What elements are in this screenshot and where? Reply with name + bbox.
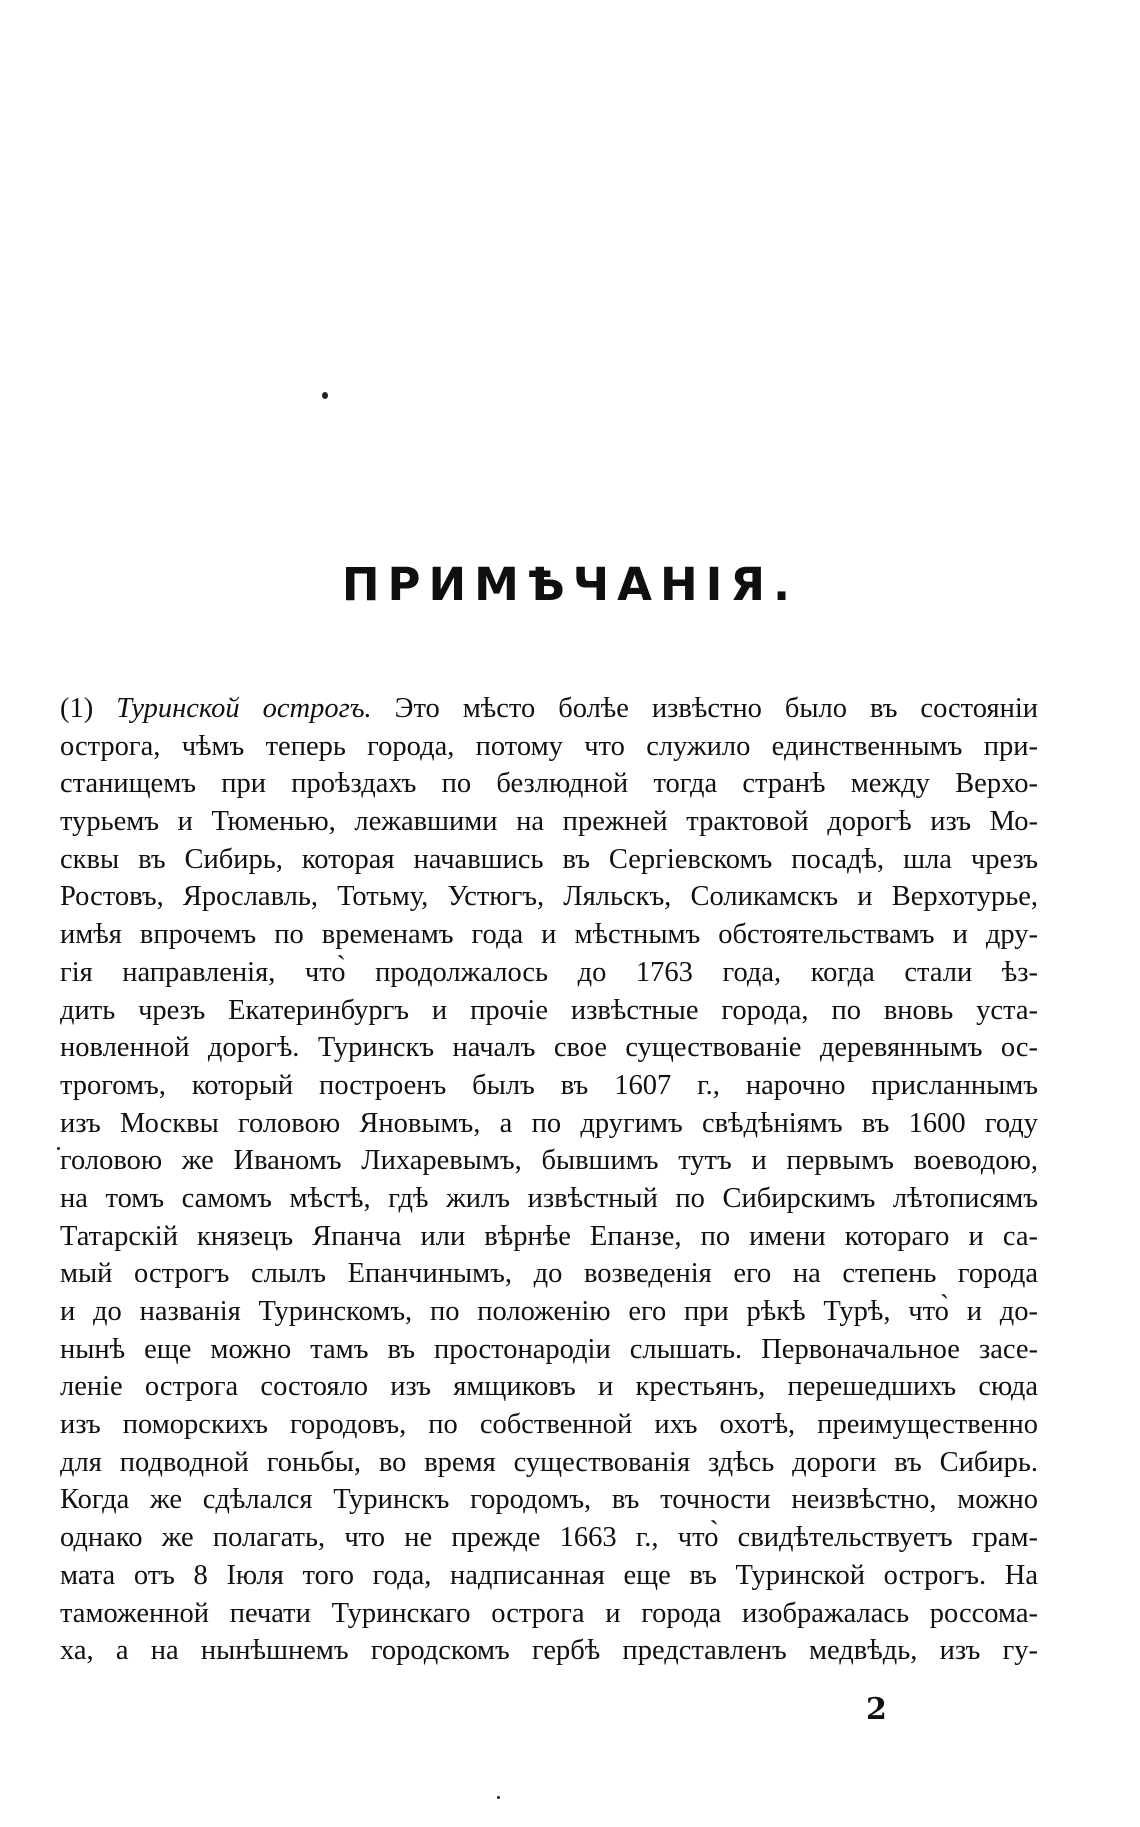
text-line: дить чрезъ Екатеринбургъ и прочіе извѣстные города, по вновь уста- (60, 994, 1038, 1026)
text-line: однако же полагать, что не прежде 1663 г., что̀ свидѣтельствуетъ грам- (60, 1522, 1038, 1554)
footnote-first-line (60, 690, 1038, 728)
footnote-1 (60, 690, 1038, 1670)
text-line: изъ поморскихъ городовъ, по собственной ихъ охотѣ, преимущественно (60, 1409, 1038, 1441)
text-line: и до названія Туринскомъ, по положенію его при рѣкѣ Турѣ, что̀ и до- (60, 1296, 1038, 1327)
print-speck (497, 1796, 500, 1799)
text-line: мата отъ 8 Іюля того года, надписанная еще въ Туринской острогъ. На (60, 1559, 1038, 1591)
text-line: турьемъ и Тюменью, лежавшими на прежней трактовой дорогѣ изъ Мо- (60, 806, 1038, 838)
print-speck (322, 392, 328, 399)
page-number: 2 (866, 1692, 887, 1727)
text-line: острога, чѣмъ теперь города, потому что служило единственнымъ при- (60, 730, 1038, 762)
text-line: леніе острога состояло изъ ямщиковъ и крестьянъ, перешедшихъ сюда (60, 1371, 1038, 1403)
text-line: для подводной гоньбы, во время существованія здѣсь дороги въ Сибирь. (60, 1446, 1038, 1478)
text-line: гія направленія, что̀ продолжалось до 1763 года, когда стали ѣз- (60, 956, 1038, 988)
text-line: ха, а на нынѣшнемъ городскомъ гербѣ представленъ медвѣдь, изъ гу- (60, 1635, 1038, 1667)
text-line: Ростовъ, Ярославль, Тотьму, Устюгъ, Ляльскъ, Соликамскъ и Верхотурье, (60, 881, 1038, 913)
text-line: изъ Москвы головою Яновымъ, а по другимъ свѣдѣніямъ въ 1600 году (60, 1107, 1038, 1139)
text-line: новленной дорогѣ. Туринскъ началъ свое существованіе деревяннымъ ос- (60, 1032, 1038, 1064)
text-line: нынѣ еще можно тамъ въ простонародіи слышать. Первоначальное засе- (60, 1333, 1038, 1365)
text-line: имѣя впрочемъ по временамъ года и мѣстнымъ обстоятельствамъ и дру- (60, 919, 1038, 951)
text-line: таможенной печати Туринскаго острога и города изображалась россома- (60, 1597, 1038, 1629)
page-title: ПРИМѢЧАНІЯ. (341, 558, 799, 611)
text-line: сквы въ Сибирь, которая начавшись въ Сергіевскомъ посадѣ, шла чрезъ (60, 843, 1038, 875)
text-line: трогомъ, который построенъ былъ въ 1607 г., нарочно присланнымъ (60, 1069, 1038, 1101)
footnote-marker: (1) (60, 693, 94, 724)
footnote-heading: Туринской острогъ. (116, 693, 372, 724)
text-line: Татарскій князецъ Япанча или вѣрнѣе Епанзе, по имени котораго и са- (60, 1220, 1038, 1252)
text-line: мый острогъ слылъ Епанчинымъ, до возведенія его на степень города (60, 1258, 1038, 1290)
text-line: станищемъ при проѣздахъ по безлюдной тогда странѣ между Верхо- (60, 768, 1038, 800)
text-line: на томъ самомъ мѣстѣ, гдѣ жилъ извѣстный по Сибирскимъ лѣтописямъ (60, 1182, 1038, 1214)
text-line: головою же Иваномъ Лихаревымъ, бывшимъ тутъ и первымъ воеводою, (60, 1145, 1038, 1177)
text-line: Это мѣсто болѣе извѣстно было въ состояніи (394, 693, 1038, 724)
text-line: Когда же сдѣлался Туринскъ городомъ, въ точности неизвѣстно, можно (60, 1484, 1038, 1516)
